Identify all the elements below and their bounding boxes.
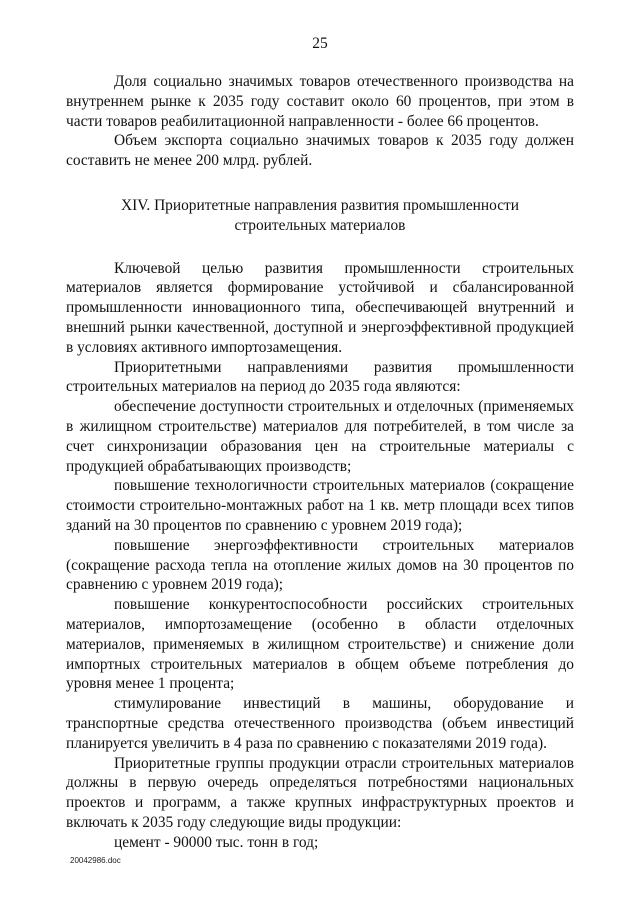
list-item: цемент - 90000 тыс. тонн в год; xyxy=(114,833,319,851)
list-item: повышение энергоэффективности строительных материалов (сокращение расхода тепла на отопление жилых домов на 30 процентов по сравнению с уровнем 2019 года); xyxy=(66,536,574,594)
list-item: повышение технологичности строительных материалов (сокращение стоимости строительно-монтажных работ на 1 кв. метр площади всех типов зданий на 30 процентов по сравнению с уровнем 2019 года); xyxy=(66,477,574,534)
list-item: стимулирование инвестиций в машины, оборудование и транспортные средства отечественного производства (объем инвестиций планируется увеличить в 4 раза по сравнению с показателями 2019 года). xyxy=(66,695,574,752)
paragraph: Приоритетные группы продукции отрасли строительных материалов должны в первую очередь определяться потребностями национальных проектов и программ, а также крупных инфраструктурных проектов и включать к 2035 году следующие виды продукции: xyxy=(66,754,574,831)
paragraph: Ключевой целью развития промышленности строительных материалов является формирование устойчивой и сбалансированной промышленности инновационного типа, обеспечивающей внутренний и внешний рынки качественной, доступной и энергоэффективной продукцией в условиях активного импортозамещения. xyxy=(66,259,574,356)
list-item: повышение конкурентоспособности российских строительных материалов, импортозамещение (особенно в области отделочных материалов, применяемых в жилищном строительстве) и снижение доли импортных строительных материалов в общем объеме потребления до уровня менее 1 процента; xyxy=(66,596,574,693)
section-heading-line: XIV. Приоритетные направления развития промышленности xyxy=(121,196,519,214)
section-heading-line: строительных материалов xyxy=(234,216,406,234)
paragraph: Доля социально значимых товаров отечественного производства на внутреннем рынке к 2035 году составит около 60 процентов, при этом в части товаров реабилитационной направленности - более 66 процентов. xyxy=(66,73,574,130)
document-body xyxy=(66,72,574,852)
list-item: обеспечение доступности строительных и отделочных (применяемых в жилищном строительстве) материалов для потребителей, в том числе за счет синхронизации образования цен на строительные материалы с продукцией обрабатывающих производств; xyxy=(66,398,574,475)
footer-filename: 20042986.doc xyxy=(70,856,121,865)
page-number: 25 xyxy=(312,35,328,52)
paragraph: Приоритетными направлениями развития промышленности строительных материалов на период до 2035 года являются: xyxy=(66,358,574,396)
paragraph: Объем экспорта социально значимых товаров к 2035 году должен составить не менее 200 млрд. рублей. xyxy=(66,132,574,170)
section-heading xyxy=(66,196,574,236)
